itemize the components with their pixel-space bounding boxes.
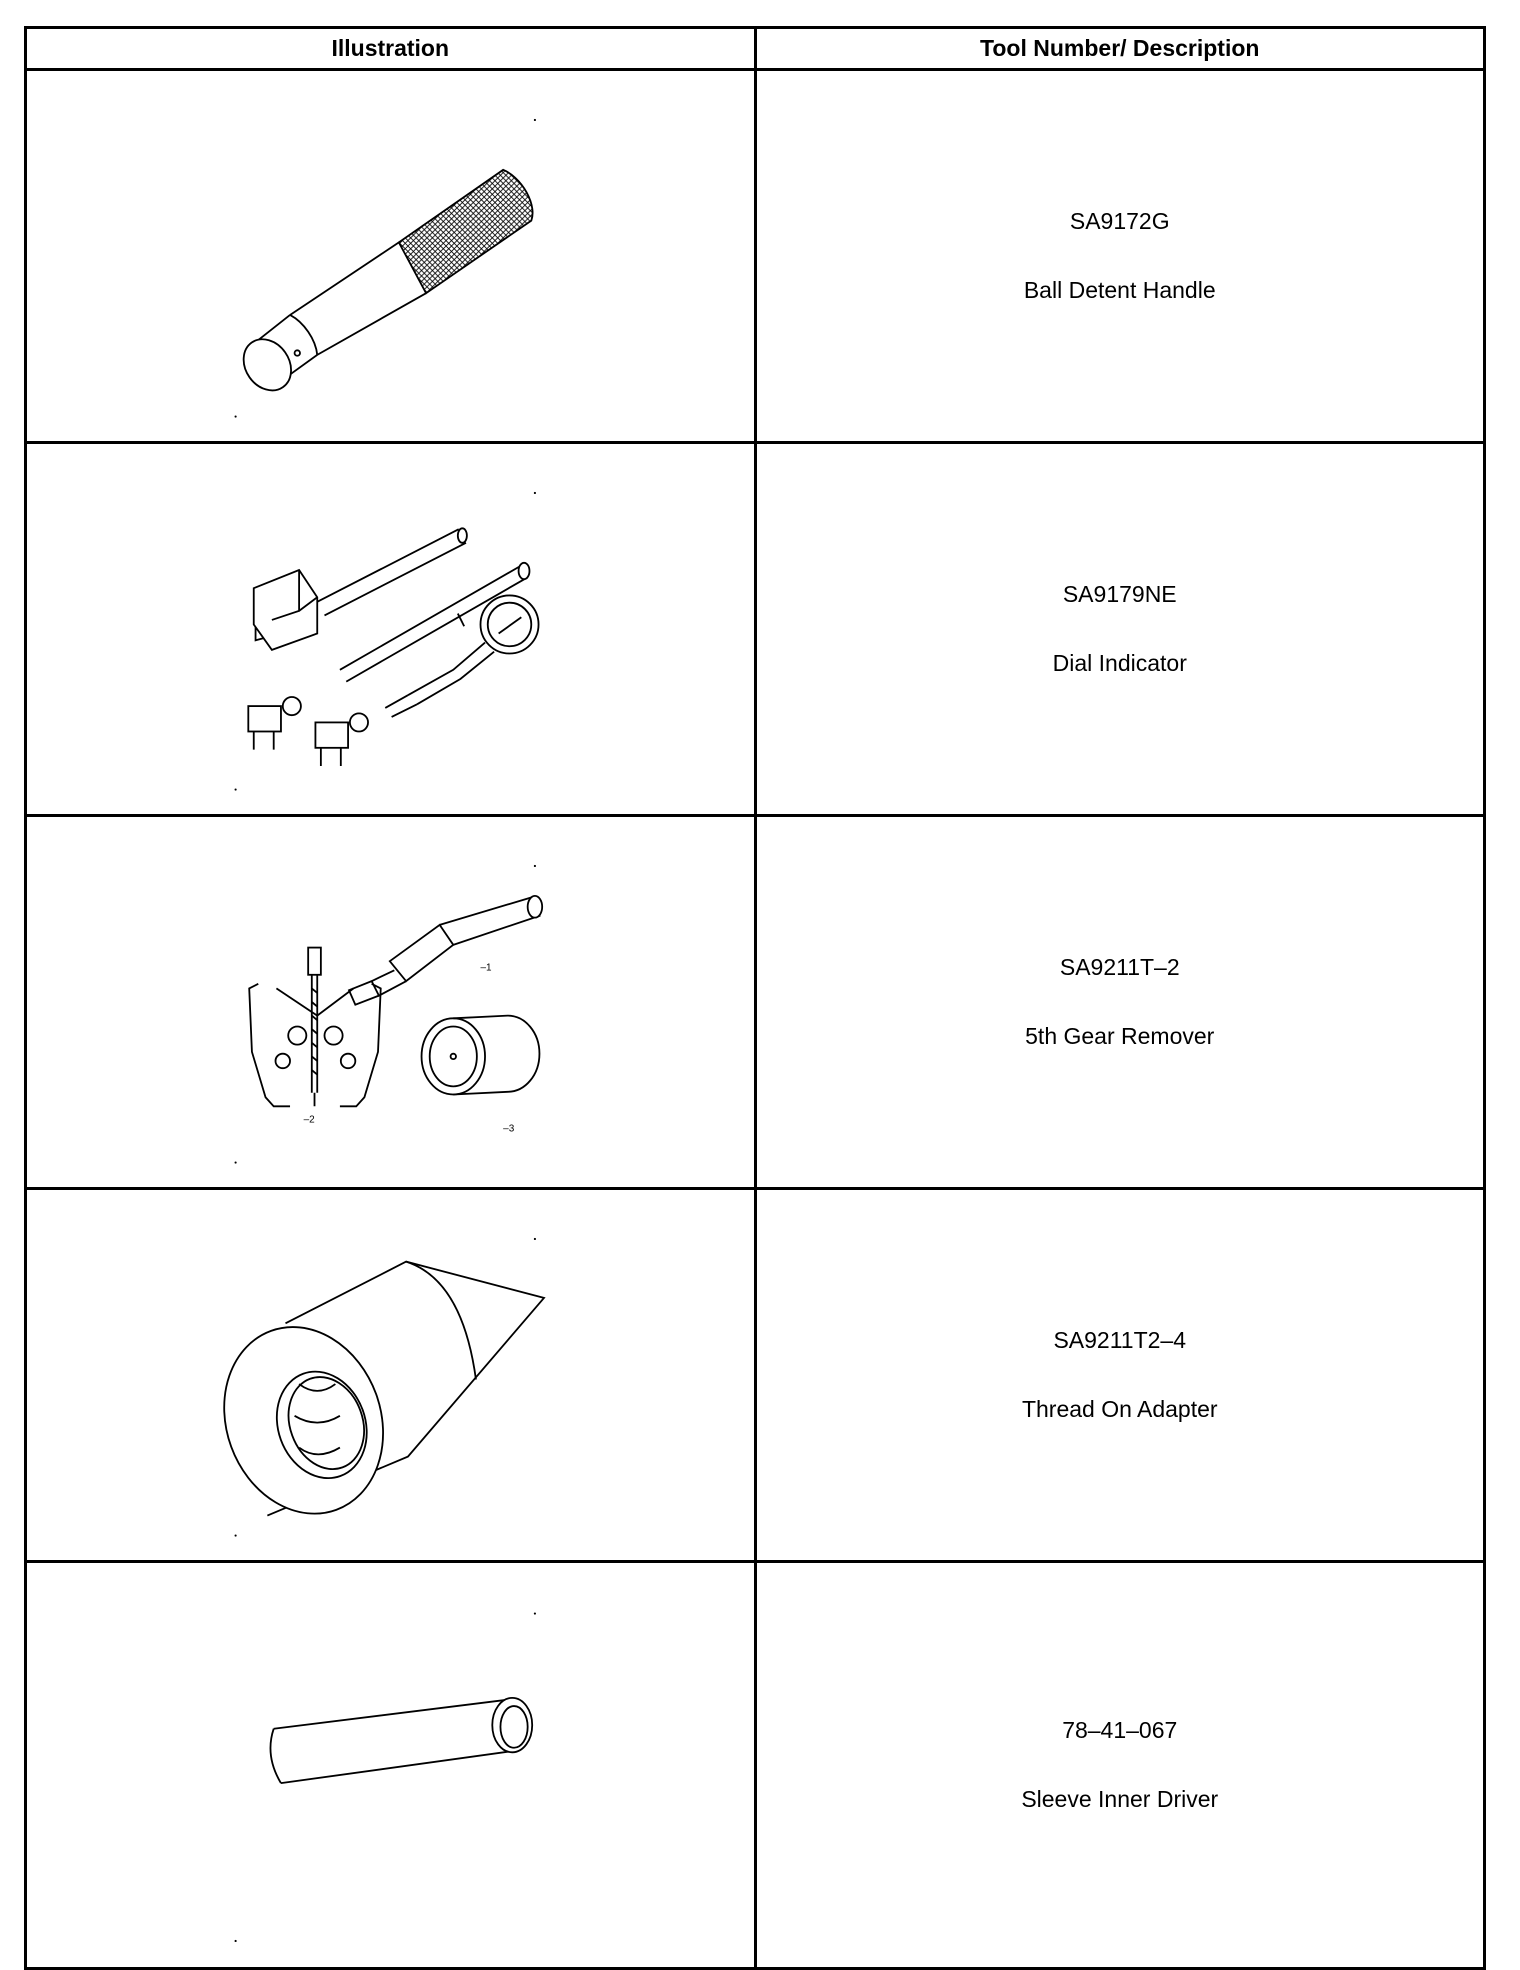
table-row <box>26 816 1485 1189</box>
description-cell <box>755 443 1485 816</box>
illustration-header: Illustration <box>26 28 756 70</box>
description-cell <box>755 70 1485 443</box>
tool-name: Thread On Adapter <box>1021 1396 1218 1422</box>
description-header: Tool Number/ Description <box>755 28 1485 70</box>
illustration-cell <box>26 816 756 1189</box>
tool-name: Dial Indicator <box>1052 650 1187 676</box>
description-cell <box>755 816 1485 1189</box>
tool-number: 78–41–067 <box>1062 1717 1178 1743</box>
callout-1: –1 <box>480 962 492 974</box>
thread-on-adapter-illustration <box>27 1190 754 1560</box>
table-header-row <box>26 28 1485 70</box>
callout-2: –2 <box>303 1114 315 1126</box>
callout-3: –3 <box>503 1123 515 1135</box>
table-row <box>26 1189 1485 1562</box>
table-row <box>26 70 1485 443</box>
tool-number: SA9211T–2 <box>1059 954 1180 980</box>
table-row <box>26 1562 1485 1969</box>
ball-detent-handle-illustration <box>27 71 754 441</box>
tool-number: SA9211T2–4 <box>1053 1327 1187 1353</box>
tool-name: Sleeve Inner Driver <box>1021 1786 1219 1812</box>
description-cell <box>755 1189 1485 1562</box>
tool-table <box>24 26 1486 1970</box>
illustration-cell <box>26 1562 756 1969</box>
tool-number: SA9179NE <box>1062 581 1177 607</box>
sleeve-inner-driver-illustration <box>27 1563 754 1967</box>
gear-remover-illustration <box>27 817 754 1187</box>
illustration-cell <box>26 70 756 443</box>
illustration-cell <box>26 1189 756 1562</box>
table-row <box>26 443 1485 816</box>
tool-name: Ball Detent Handle <box>1023 277 1216 303</box>
illustration-cell <box>26 443 756 816</box>
tool-name: 5th Gear Remover <box>1025 1023 1215 1049</box>
description-cell <box>755 1562 1485 1969</box>
dial-indicator-illustration <box>27 444 754 814</box>
tool-number: SA9172G <box>1069 208 1170 234</box>
